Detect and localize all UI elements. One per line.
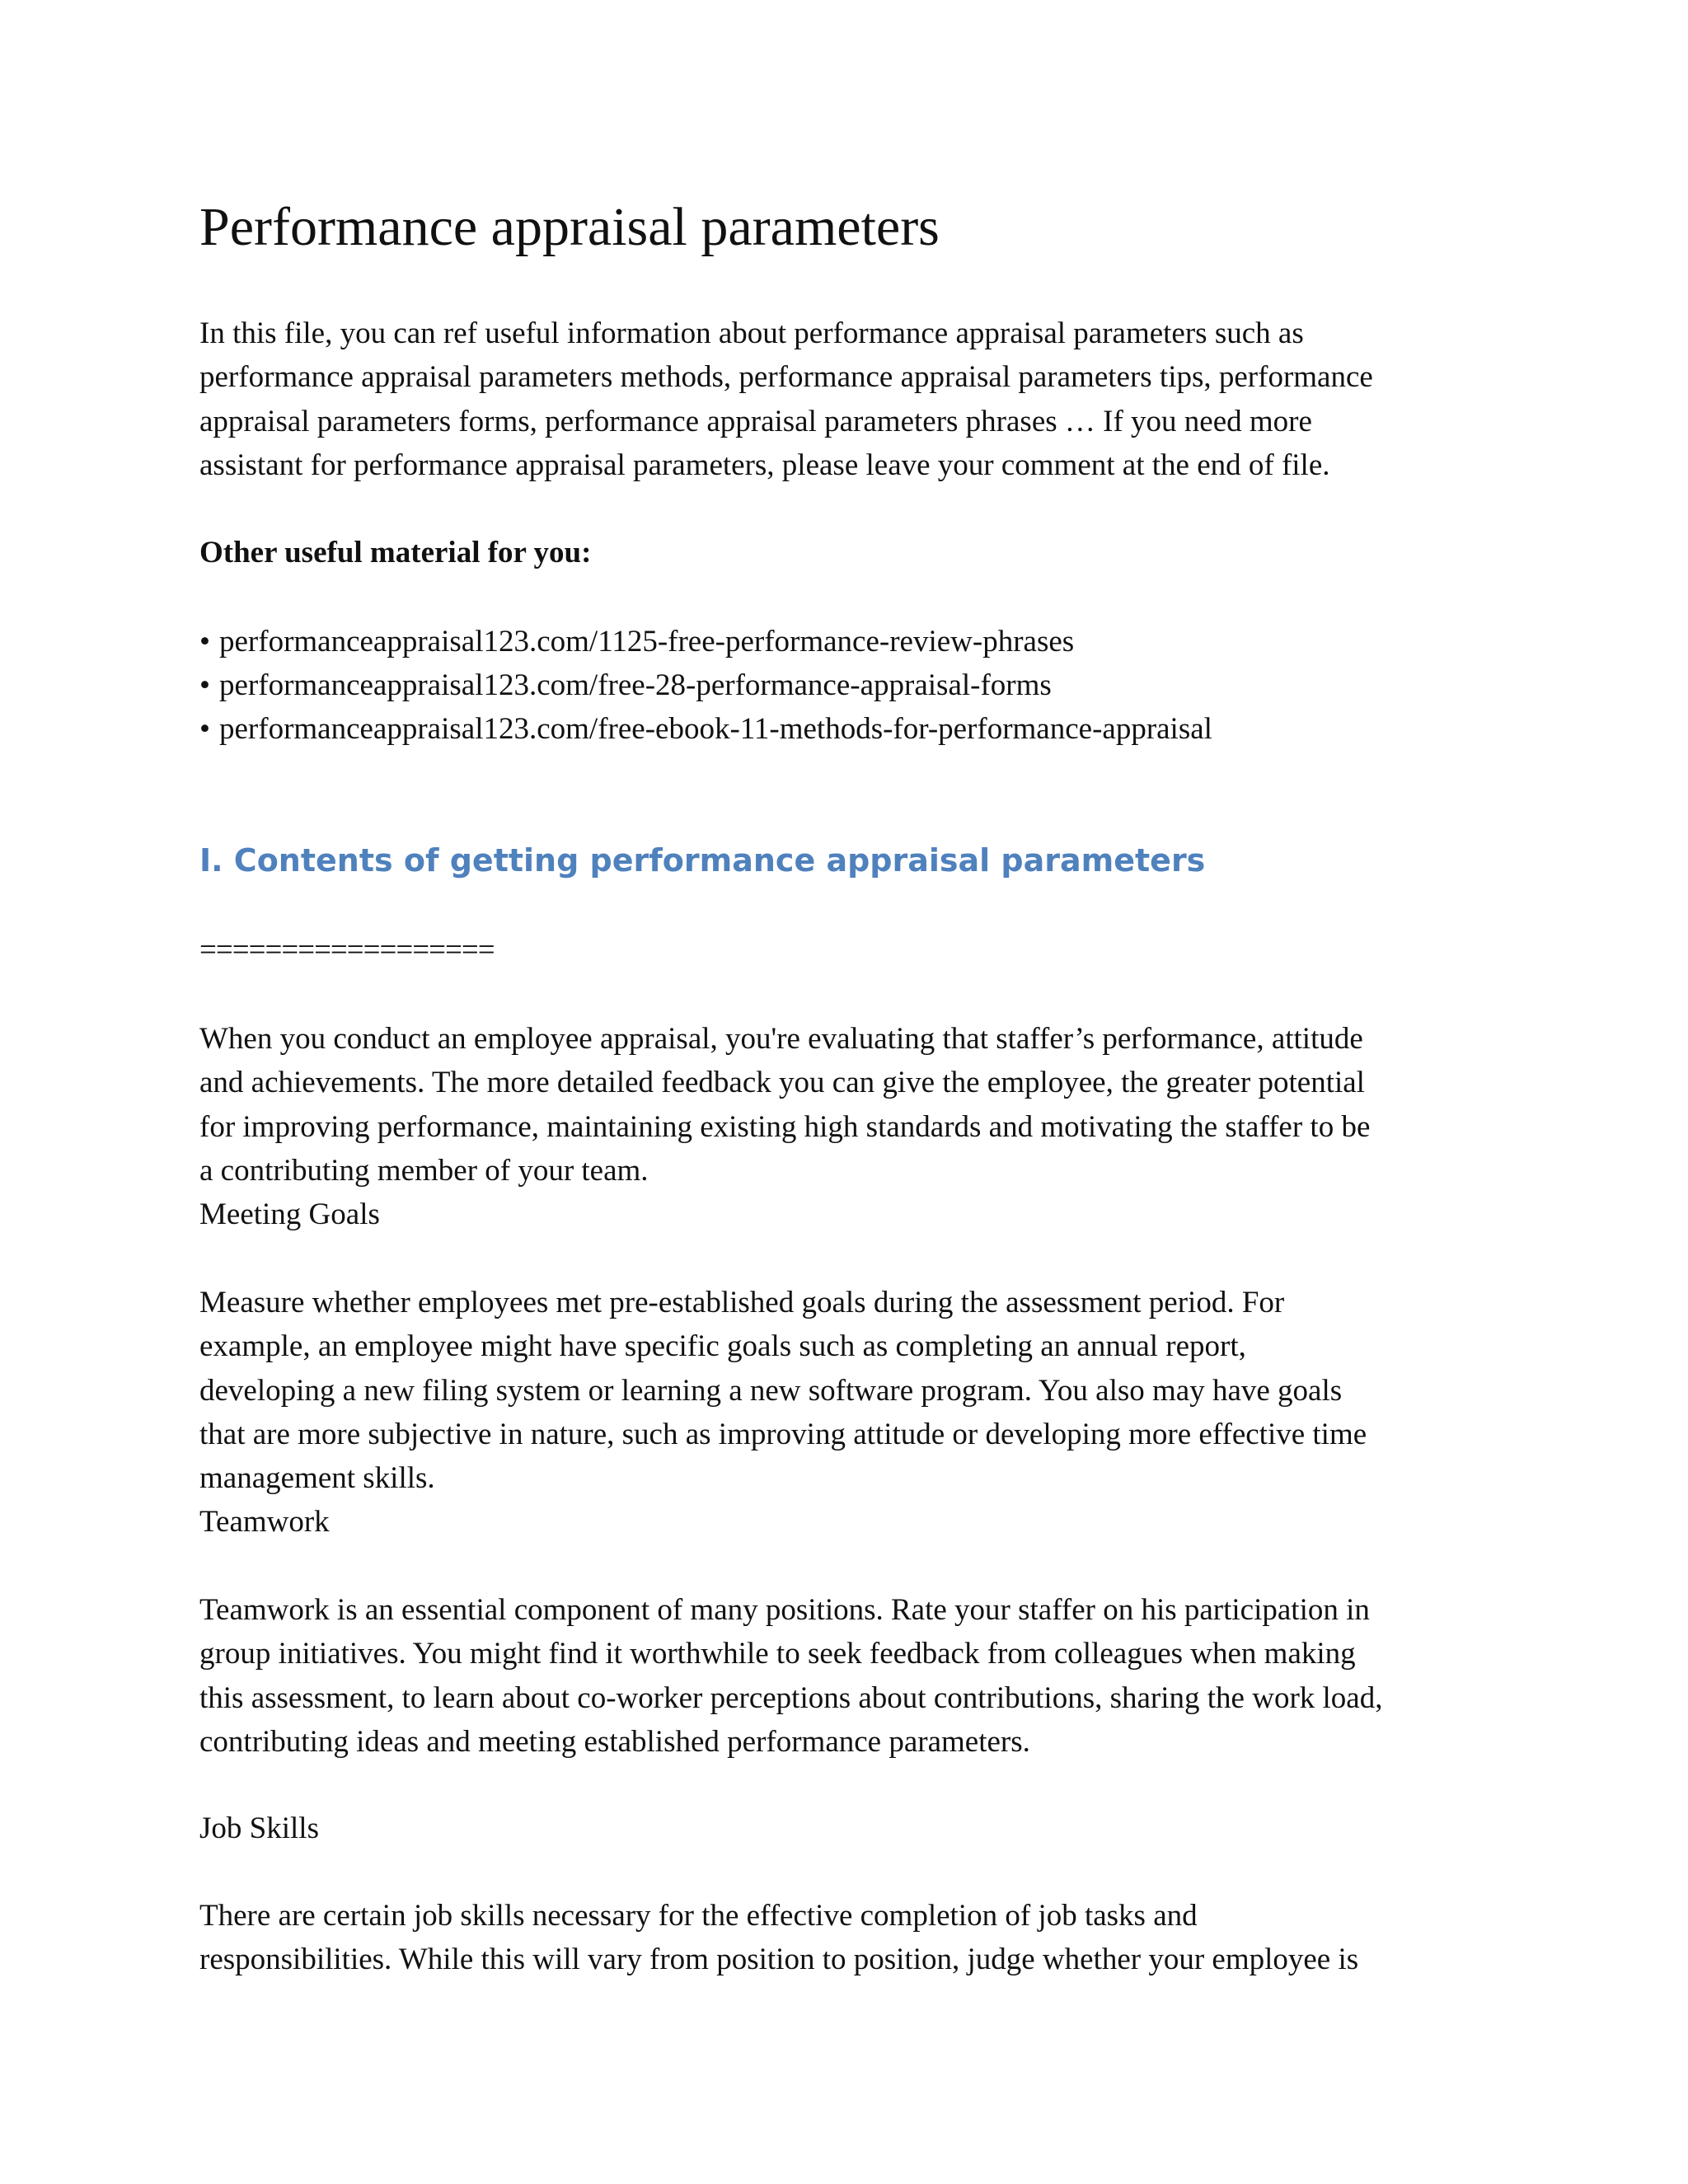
other-material-label: Other useful material for you: bbox=[199, 536, 592, 569]
subheading-job-skills: Job Skills bbox=[199, 1811, 319, 1845]
list-item[interactable] bbox=[199, 620, 1212, 663]
intro-line: performance appraisal parameters methods, performance appraisal parameters tips, performance bbox=[199, 360, 1373, 395]
text-divider: ================== bbox=[199, 933, 495, 967]
paragraph-line: example, an employee might have specific goals such as completing an annual report, bbox=[199, 1329, 1246, 1364]
page-title: Performance appraisal parameters bbox=[199, 197, 940, 257]
list-item[interactable] bbox=[199, 707, 1212, 751]
paragraph-line: management skills. bbox=[199, 1461, 435, 1496]
subheading-teamwork: Teamwork bbox=[199, 1505, 330, 1539]
paragraph-line: When you conduct an employee appraisal, you're evaluating that staffer’s performance, attitude bbox=[199, 1022, 1363, 1056]
link-text[interactable]: performanceappraisal123.com/free-28-performance-appraisal-forms bbox=[219, 668, 1052, 702]
paragraph-line: group initiatives. You might find it worthwhile to seek feedback from colleagues when making bbox=[199, 1637, 1356, 1671]
paragraph-line: Teamwork is an essential component of many positions. Rate your staffer on his participation in bbox=[199, 1593, 1370, 1627]
link-list bbox=[199, 620, 1212, 751]
paragraph-line: responsibilities. While this will vary from position to position, judge whether your employee is bbox=[199, 1943, 1359, 1977]
paragraph-teamwork bbox=[199, 1588, 1502, 1764]
paragraph-line: Measure whether employees met pre-established goals during the assessment period. For bbox=[199, 1286, 1285, 1319]
paragraph-line: this assessment, to learn about co-worker perceptions about contributions, sharing the work load, bbox=[199, 1680, 1383, 1715]
paragraph-line: developing a new filing system or learning a new software program. You also may have goals bbox=[199, 1373, 1343, 1408]
paragraph-line: There are certain job skills necessary for the effective completion of job tasks and bbox=[199, 1899, 1198, 1933]
intro-line: assistant for performance appraisal parameters, please leave your comment at the end of file. bbox=[199, 448, 1330, 482]
section-heading: I. Contents of getting performance appraisal parameters bbox=[199, 842, 1206, 879]
intro-line: In this file, you can ref useful information about performance appraisal parameters such as bbox=[199, 316, 1304, 350]
bullet-icon: • bbox=[199, 668, 210, 702]
link-text[interactable]: performanceappraisal123.com/free-ebook-11-methods-for-performance-appraisal bbox=[219, 712, 1212, 746]
paragraph-overview bbox=[199, 1017, 1502, 1193]
bullet-icon: • bbox=[199, 625, 210, 658]
paragraph-line: for improving performance, maintaining existing high standards and motivating the staffer to be bbox=[199, 1109, 1371, 1144]
bullet-icon: • bbox=[199, 712, 210, 746]
paragraph-line: that are more subjective in nature, such as improving attitude or developing more effective time bbox=[199, 1417, 1367, 1451]
list-item[interactable] bbox=[199, 663, 1212, 707]
paragraph-meeting-goals bbox=[199, 1281, 1502, 1500]
paragraph-line: and achievements. The more detailed feedback you can give the employee, the greater potential bbox=[199, 1066, 1365, 1100]
link-text[interactable]: performanceappraisal123.com/1125-free-performance-review-phrases bbox=[219, 625, 1075, 658]
subheading-meeting-goals: Meeting Goals bbox=[199, 1197, 380, 1231]
intro-paragraph bbox=[199, 312, 1502, 487]
paragraph-job-skills bbox=[199, 1894, 1502, 1982]
paragraph-line: a contributing member of your team. bbox=[199, 1153, 649, 1188]
paragraph-line: contributing ideas and meeting established performance parameters. bbox=[199, 1724, 1030, 1759]
intro-line: appraisal parameters forms, performance appraisal parameters phrases … If you need more bbox=[199, 404, 1312, 438]
